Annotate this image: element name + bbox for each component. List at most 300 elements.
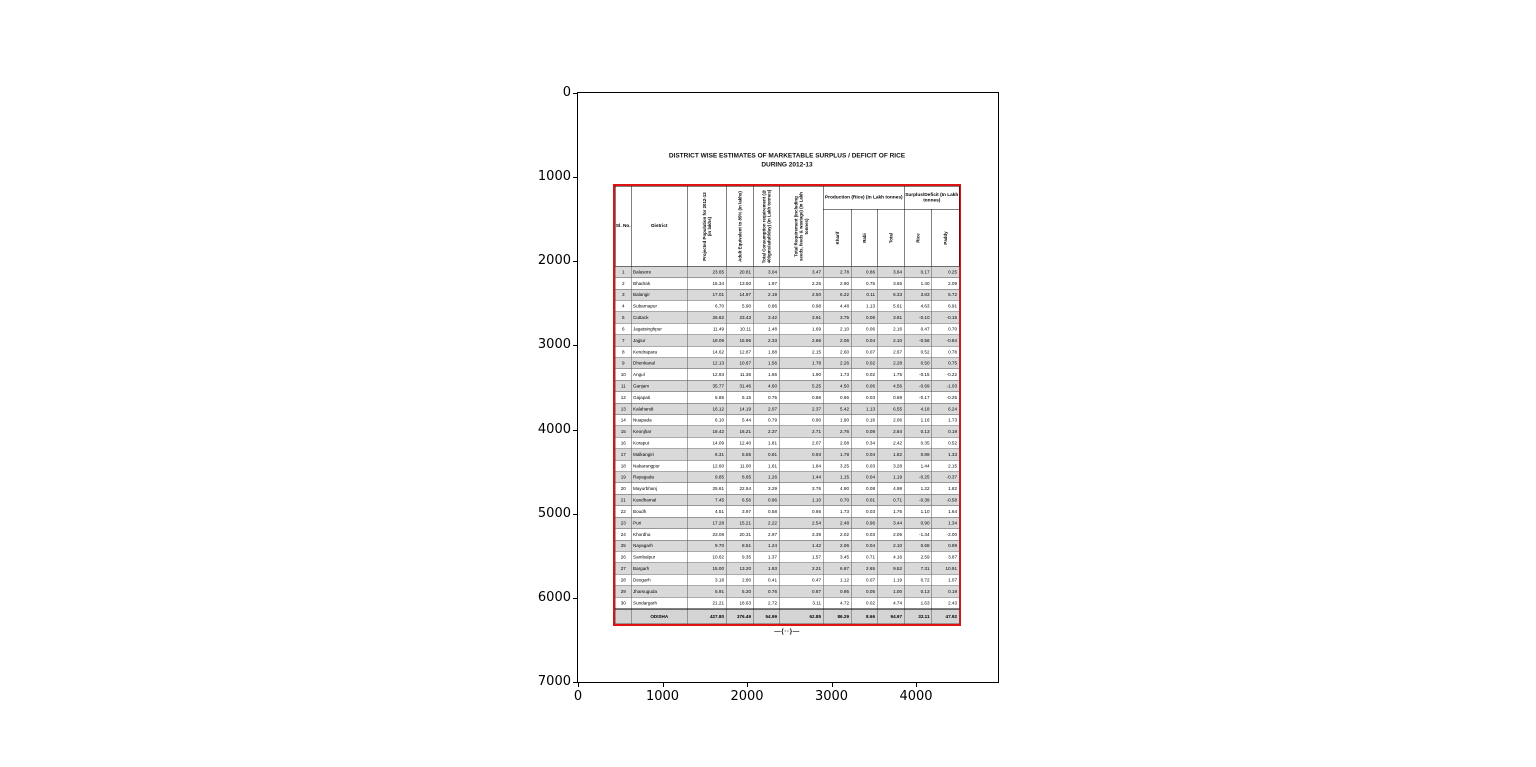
table-cell: Ganjam — [631, 380, 687, 391]
table-cell: 4.18 — [904, 403, 932, 414]
table-cell: 17 — [615, 449, 631, 460]
table-cell: 0.02 — [851, 597, 877, 609]
table-cell: 3.76 — [779, 483, 823, 494]
table-cell: 5.91 — [687, 586, 726, 597]
table-cell: 20.31 — [726, 529, 753, 540]
table-cell: 2.37 — [753, 426, 779, 437]
table-cell: -0.25 — [904, 472, 932, 483]
table-cell: Kalahandi — [631, 403, 687, 414]
table-cell: 1.19 — [877, 472, 904, 483]
table-cell: 3.45 — [823, 551, 851, 562]
table-cell: 4.90 — [823, 483, 851, 494]
table-cell: 2 — [615, 278, 631, 289]
table-cell: 0.03 — [851, 506, 877, 517]
table-row — [615, 494, 959, 505]
table-cell: 2.15 — [779, 346, 823, 357]
table-cell: 16.12 — [687, 403, 726, 414]
table-cell: 1.73 — [932, 415, 960, 426]
table-cell: 4.60 — [753, 380, 779, 391]
table-cell: 1.07 — [932, 574, 960, 585]
x-tick-label: 3000 — [814, 689, 849, 704]
table-cell: 0.08 — [851, 483, 877, 494]
table-cell: 1.63 — [904, 597, 932, 609]
table-cell: 16 — [615, 437, 631, 448]
table-cell: 7.31 — [904, 563, 932, 574]
x-tick-mark — [578, 683, 579, 687]
table-cell: 0.19 — [932, 586, 960, 597]
table-cell: 2.05 — [877, 529, 904, 540]
table-cell: 0.13 — [904, 426, 932, 437]
table-cell: 2.43 — [932, 597, 960, 609]
x-tick-mark — [916, 683, 917, 687]
table-title-line2: DURING 2012-13 — [761, 160, 813, 168]
table-cell: 3 — [615, 289, 631, 300]
table-cell: 1.78 — [779, 358, 823, 369]
table-cell: 4 — [615, 300, 631, 311]
table-cell: 8.51 — [726, 540, 753, 551]
table-cell: 0.50 — [904, 358, 932, 369]
table-cell: 25.61 — [687, 483, 726, 494]
y-tick-label: 7000 — [537, 674, 571, 689]
table-cell: 5.44 — [726, 415, 753, 426]
table-row — [615, 403, 959, 414]
table-cell: 0.89 — [904, 449, 932, 460]
table-cell: 10 — [615, 369, 631, 380]
table-cell: -0.56 — [904, 335, 932, 346]
table-cell: 1.82 — [877, 449, 904, 460]
y-tick-mark — [573, 345, 577, 346]
table-row — [615, 289, 959, 300]
table-cell: Boudh — [631, 506, 687, 517]
table-cell: 18.63 — [726, 597, 753, 609]
y-tick-mark — [573, 514, 577, 515]
table-cell: 2.80 — [726, 574, 753, 585]
table-cell: -0.37 — [932, 472, 960, 483]
table-cell: 1.34 — [932, 517, 960, 528]
table-cell: 2.16 — [877, 323, 904, 334]
col-header-sl-no: Sl. No. — [615, 186, 631, 266]
table-cell: 3.04 — [753, 266, 779, 277]
table-cell: 31.46 — [726, 380, 753, 391]
table-cell: 2.10 — [877, 335, 904, 346]
table-cell: -0.15 — [904, 369, 932, 380]
table-cell: 5.61 — [877, 300, 904, 311]
table-cell: 15.34 — [687, 278, 726, 289]
table-header — [615, 186, 959, 266]
table-cell: 9.52 — [877, 563, 904, 574]
table-cell: Jharsuguda — [631, 586, 687, 597]
table-cell: 12 — [615, 392, 631, 403]
table-cell: 2.06 — [823, 335, 851, 346]
table-row — [615, 529, 959, 540]
table-cell: 2.15 — [932, 460, 960, 471]
table-cell: Bhadrak — [631, 278, 687, 289]
table-cell: 0.98 — [779, 300, 823, 311]
table-cell: 1.61 — [753, 460, 779, 471]
table-cell: 4.51 — [687, 506, 726, 517]
table-cell: 0.78 — [932, 346, 960, 357]
table-total-cell: 8.66 — [851, 609, 877, 624]
table-cell: 0.71 — [851, 551, 877, 562]
table-cell: 1.44 — [904, 460, 932, 471]
table-cell: 5.55 — [726, 449, 753, 460]
y-tick-label: 1000 — [537, 169, 571, 185]
table-row — [615, 506, 959, 517]
table-cell: 0.06 — [851, 312, 877, 323]
x-tick-label: 0 — [573, 689, 583, 704]
table-cell: 1.82 — [932, 483, 960, 494]
table-cell: 0.04 — [851, 472, 877, 483]
table-total-cell: 32.11 — [904, 609, 932, 624]
table-total-cell: 86.29 — [823, 609, 851, 624]
table-row — [615, 335, 959, 346]
table-cell: 0.70 — [823, 494, 851, 505]
table-cell: 6.33 — [877, 289, 904, 300]
table-row — [615, 380, 959, 391]
table-cell: 1.12 — [823, 574, 851, 585]
table-cell: 8.65 — [726, 472, 753, 483]
table-cell: 23.65 — [687, 266, 726, 277]
table-cell: -1.03 — [932, 380, 960, 391]
table-cell: 4.16 — [877, 551, 904, 562]
table-cell: 3.44 — [877, 517, 904, 528]
table-cell: 0.07 — [851, 574, 877, 585]
table-total-cell: 427.80 — [687, 609, 726, 624]
y-tick-label: 6000 — [537, 589, 571, 605]
table-cell: 29 — [615, 586, 631, 597]
table-cell: 0.75 — [851, 278, 877, 289]
table-cell: 3.47 — [779, 266, 823, 277]
table-row — [615, 369, 959, 380]
table-row — [615, 346, 959, 357]
table-cell: 0.25 — [932, 266, 960, 277]
table-cell: Nuapada — [631, 415, 687, 426]
table-cell: -0.84 — [932, 335, 960, 346]
table-cell: 0.35 — [904, 437, 932, 448]
table-cell: 10.67 — [726, 358, 753, 369]
table-cell: Sambalpur — [631, 551, 687, 562]
x-tick-mark — [832, 683, 833, 687]
table-cell: Jajpur — [631, 335, 687, 346]
table-cell: 1.19 — [877, 574, 904, 585]
col-header-population: Projected Population for 2012-13 (in lakhs) — [687, 186, 726, 266]
table-cell: 1.93 — [753, 563, 779, 574]
table-total-cell — [615, 609, 631, 624]
y-tick-mark — [573, 430, 577, 431]
table-cell: 12.87 — [726, 346, 753, 357]
y-tick-mark — [573, 93, 577, 94]
table-cell: 8 — [615, 346, 631, 357]
table-row — [615, 278, 959, 289]
table-cell: 0.99 — [932, 540, 960, 551]
table-cell: 18.42 — [687, 426, 726, 437]
table-cell: 5.90 — [726, 300, 753, 311]
table-cell: 11 — [615, 380, 631, 391]
table-cell: 2.21 — [779, 563, 823, 574]
table-total-cell: ODISHA — [631, 609, 687, 624]
table-cell: 2.72 — [753, 597, 779, 609]
table-title — [613, 151, 961, 169]
table-cell: 4.56 — [877, 380, 904, 391]
y-tick-label: 0 — [562, 85, 571, 100]
table-cell: 20 — [615, 483, 631, 494]
y-tick-mark — [573, 598, 577, 599]
table-cell: Khordha — [631, 529, 687, 540]
table-cell: 0.08 — [851, 426, 877, 437]
table-cell: 0.02 — [851, 369, 877, 380]
table-cell: Jagatsinghpur — [631, 323, 687, 334]
table-cell: Gajapati — [631, 392, 687, 403]
table-cell: Bargarh — [631, 563, 687, 574]
table-cell: 6.10 — [687, 415, 726, 426]
table-cell: 1.69 — [779, 323, 823, 334]
table-cell: 1.24 — [753, 540, 779, 551]
table-cell: 13.20 — [726, 563, 753, 574]
table-cell: 5.72 — [932, 289, 960, 300]
table-cell: Koraput — [631, 437, 687, 448]
table-cell: -2.00 — [932, 529, 960, 540]
table-row — [615, 266, 959, 277]
table-cell: Mayurbhanj — [631, 483, 687, 494]
table-cell: 3.11 — [779, 597, 823, 609]
table-cell: 2.06 — [823, 540, 851, 551]
table-cell: Angul — [631, 369, 687, 380]
table-row — [615, 551, 959, 562]
y-tick-label: 5000 — [537, 505, 571, 521]
table-cell: 3.91 — [779, 312, 823, 323]
table-cell: 0.79 — [753, 415, 779, 426]
table-cell: 6.70 — [687, 300, 726, 311]
table-row — [615, 597, 959, 609]
table-cell: 22.54 — [726, 483, 753, 494]
table-cell: 0.05 — [851, 586, 877, 597]
table-cell: 19 — [615, 472, 631, 483]
table-cell: 3.39 — [779, 529, 823, 540]
table-cell: 0.02 — [851, 358, 877, 369]
col-header-consumption: Total Consumption requirement (@ 400gms/adult/day) (In Lakh tonnes) — [753, 186, 779, 266]
table-cell: 6.24 — [932, 403, 960, 414]
table-cell: 23 — [615, 517, 631, 528]
table-cell: 2.76 — [823, 426, 851, 437]
table-cell: 5.42 — [823, 403, 851, 414]
table-cell: 2.28 — [877, 358, 904, 369]
table-cell: 0.07 — [851, 346, 877, 357]
table-cell: 1.37 — [753, 551, 779, 562]
table-cell: 15.96 — [726, 335, 753, 346]
table-row — [615, 312, 959, 323]
table-cell: -0.22 — [932, 369, 960, 380]
table-row — [615, 472, 959, 483]
table-cell: 4.50 — [823, 380, 851, 391]
table-cell: 17.28 — [687, 517, 726, 528]
table-cell: 2.02 — [823, 529, 851, 540]
table-cell: 0.66 — [823, 392, 851, 403]
table-cell: Balasore — [631, 266, 687, 277]
table-cell: 2.33 — [753, 335, 779, 346]
table-total-cell: 54.99 — [753, 609, 779, 624]
table-cell: 0.04 — [851, 335, 877, 346]
table-cell: 1.73 — [823, 369, 851, 380]
table-cell: 1.48 — [753, 323, 779, 334]
table-cell: 14 — [615, 415, 631, 426]
table-cell: Subarnapur — [631, 300, 687, 311]
table-cell: Deogarh — [631, 574, 687, 585]
table-row — [615, 540, 959, 551]
table-cell: 3.29 — [753, 483, 779, 494]
table-cell: 0.93 — [779, 449, 823, 460]
table-cell: 1.15 — [823, 472, 851, 483]
table-cell: 0.52 — [932, 437, 960, 448]
table-cell: 2.97 — [753, 529, 779, 540]
y-tick-mark — [573, 261, 577, 262]
table-cell: 2.26 — [823, 358, 851, 369]
table-cell: -0.10 — [904, 312, 932, 323]
table-cell: 0.04 — [851, 449, 877, 460]
table-total-cell: 47.92 — [932, 609, 960, 624]
table-cell: 2.06 — [877, 415, 904, 426]
table-cell: 10.11 — [726, 323, 753, 334]
table-total-row — [615, 609, 959, 624]
table-cell: 4.72 — [823, 597, 851, 609]
table-cell: 6.87 — [823, 563, 851, 574]
table-cell: 2.48 — [823, 517, 851, 528]
table-cell: 0.76 — [753, 586, 779, 597]
table-cell: 5.15 — [726, 392, 753, 403]
table-cell: 2.25 — [779, 278, 823, 289]
table-cell: 3.83 — [904, 289, 932, 300]
table-cell: 15 — [615, 426, 631, 437]
table-cell: 2.08 — [823, 437, 851, 448]
surplus-deficit-table — [615, 186, 960, 624]
table-cell: -1.34 — [904, 529, 932, 540]
table-cell: -0.58 — [932, 494, 960, 505]
table-cell: 1.33 — [932, 449, 960, 460]
table-cell: -0.69 — [904, 380, 932, 391]
table-cell: 0.47 — [779, 574, 823, 585]
table-cell: Dhenkanal — [631, 358, 687, 369]
table-cell: 9.70 — [687, 540, 726, 551]
table-cell: 5.85 — [687, 392, 726, 403]
table-cell: 1.13 — [851, 300, 877, 311]
table-cell: 2.10 — [877, 540, 904, 551]
table-cell: 1.57 — [779, 551, 823, 562]
table-row — [615, 300, 959, 311]
table-cell: 1.13 — [851, 403, 877, 414]
col-header-requirement: Total Requirement (including seeds, feeds & wastage) (In Lakh tonnes) — [779, 186, 823, 266]
y-tick-label: 4000 — [537, 421, 571, 437]
table-row — [615, 323, 959, 334]
y-tick-label: 2000 — [537, 253, 571, 269]
table-cell: 0.72 — [904, 574, 932, 585]
table-cell: 4.98 — [877, 483, 904, 494]
table-total-cell: 94.97 — [877, 609, 904, 624]
table-row — [615, 574, 959, 585]
table-cell: 0.47 — [904, 323, 932, 334]
table-cell: 3.18 — [687, 574, 726, 585]
table-row — [615, 392, 959, 403]
table-row — [615, 460, 959, 471]
table-cell: 15.21 — [726, 517, 753, 528]
table-cell: 3.25 — [823, 460, 851, 471]
table-cell: 14.97 — [726, 289, 753, 300]
table-cell: 6.22 — [823, 289, 851, 300]
table-cell: 0.19 — [932, 426, 960, 437]
col-header-kharif: Kharif — [823, 209, 851, 266]
table-cell: 0.68 — [904, 540, 932, 551]
table-cell: 0.75 — [753, 392, 779, 403]
table-cell: 6.55 — [877, 403, 904, 414]
table-cell: 3.65 — [877, 278, 904, 289]
table-cell: 0.86 — [779, 392, 823, 403]
table-cell: 23.08 — [687, 529, 726, 540]
table-cell: 0.58 — [753, 506, 779, 517]
table-cell: 0.70 — [932, 323, 960, 334]
col-header-rice: Rice — [904, 209, 932, 266]
table-row — [615, 563, 959, 574]
x-tick-label: 4000 — [899, 689, 933, 704]
table-cell: 2.54 — [779, 517, 823, 528]
table-cell: 2.90 — [823, 278, 851, 289]
table-cell: 1.26 — [753, 472, 779, 483]
col-group-production: Production (Rice) (In Lakh tonnes) — [823, 186, 904, 209]
table-body — [615, 266, 959, 624]
col-header-total: Total — [877, 209, 904, 266]
table-cell: 0.41 — [753, 574, 779, 585]
y-tick-mark — [573, 177, 577, 178]
table-cell: 0.01 — [851, 494, 877, 505]
table-cell: 12.40 — [726, 437, 753, 448]
table-cell: 2.60 — [823, 346, 851, 357]
table-cell: 35.77 — [687, 380, 726, 391]
table-row — [615, 426, 959, 437]
table-cell: Cuttack — [631, 312, 687, 323]
table-cell: 1.84 — [779, 460, 823, 471]
table-cell: 21.21 — [687, 597, 726, 609]
table-cell: 0.86 — [851, 266, 877, 277]
table-cell: 6.31 — [687, 449, 726, 460]
table-cell: 14.19 — [726, 403, 753, 414]
table-cell: 1.76 — [877, 506, 904, 517]
table-cell: Sundargarh — [631, 597, 687, 609]
table-cell: 28 — [615, 574, 631, 585]
table-cell: 1.40 — [904, 278, 932, 289]
table-row — [615, 415, 959, 426]
table-total-cell: 62.85 — [779, 609, 823, 624]
table-cell: 1.10 — [779, 494, 823, 505]
col-group-surplus-deficit: Surplus/Deficit (In Lakh tonnes) — [904, 186, 959, 209]
table-cell: 0.90 — [904, 517, 932, 528]
table-cell: 0.16 — [851, 415, 877, 426]
table-cell: 12.93 — [687, 369, 726, 380]
table-cell: 6 — [615, 323, 631, 334]
table-cell: 13 — [615, 403, 631, 414]
table-cell: 1.81 — [753, 437, 779, 448]
table-cell: 2.65 — [851, 563, 877, 574]
table-cell: 0.06 — [851, 323, 877, 334]
table-row — [615, 586, 959, 597]
table-cell: Keonjhar — [631, 426, 687, 437]
table-cell: 1.66 — [753, 369, 779, 380]
page-footer-mark: —{··}— — [774, 627, 800, 635]
table-cell: 9.35 — [726, 551, 753, 562]
table-cell: 0.75 — [932, 358, 960, 369]
table-cell: 4.48 — [823, 300, 851, 311]
table-cell: 1.16 — [904, 415, 932, 426]
table-cell: 2.07 — [753, 403, 779, 414]
table-cell: -0.25 — [932, 392, 960, 403]
table-cell: 7 — [615, 335, 631, 346]
y-tick-label: 3000 — [537, 337, 571, 353]
